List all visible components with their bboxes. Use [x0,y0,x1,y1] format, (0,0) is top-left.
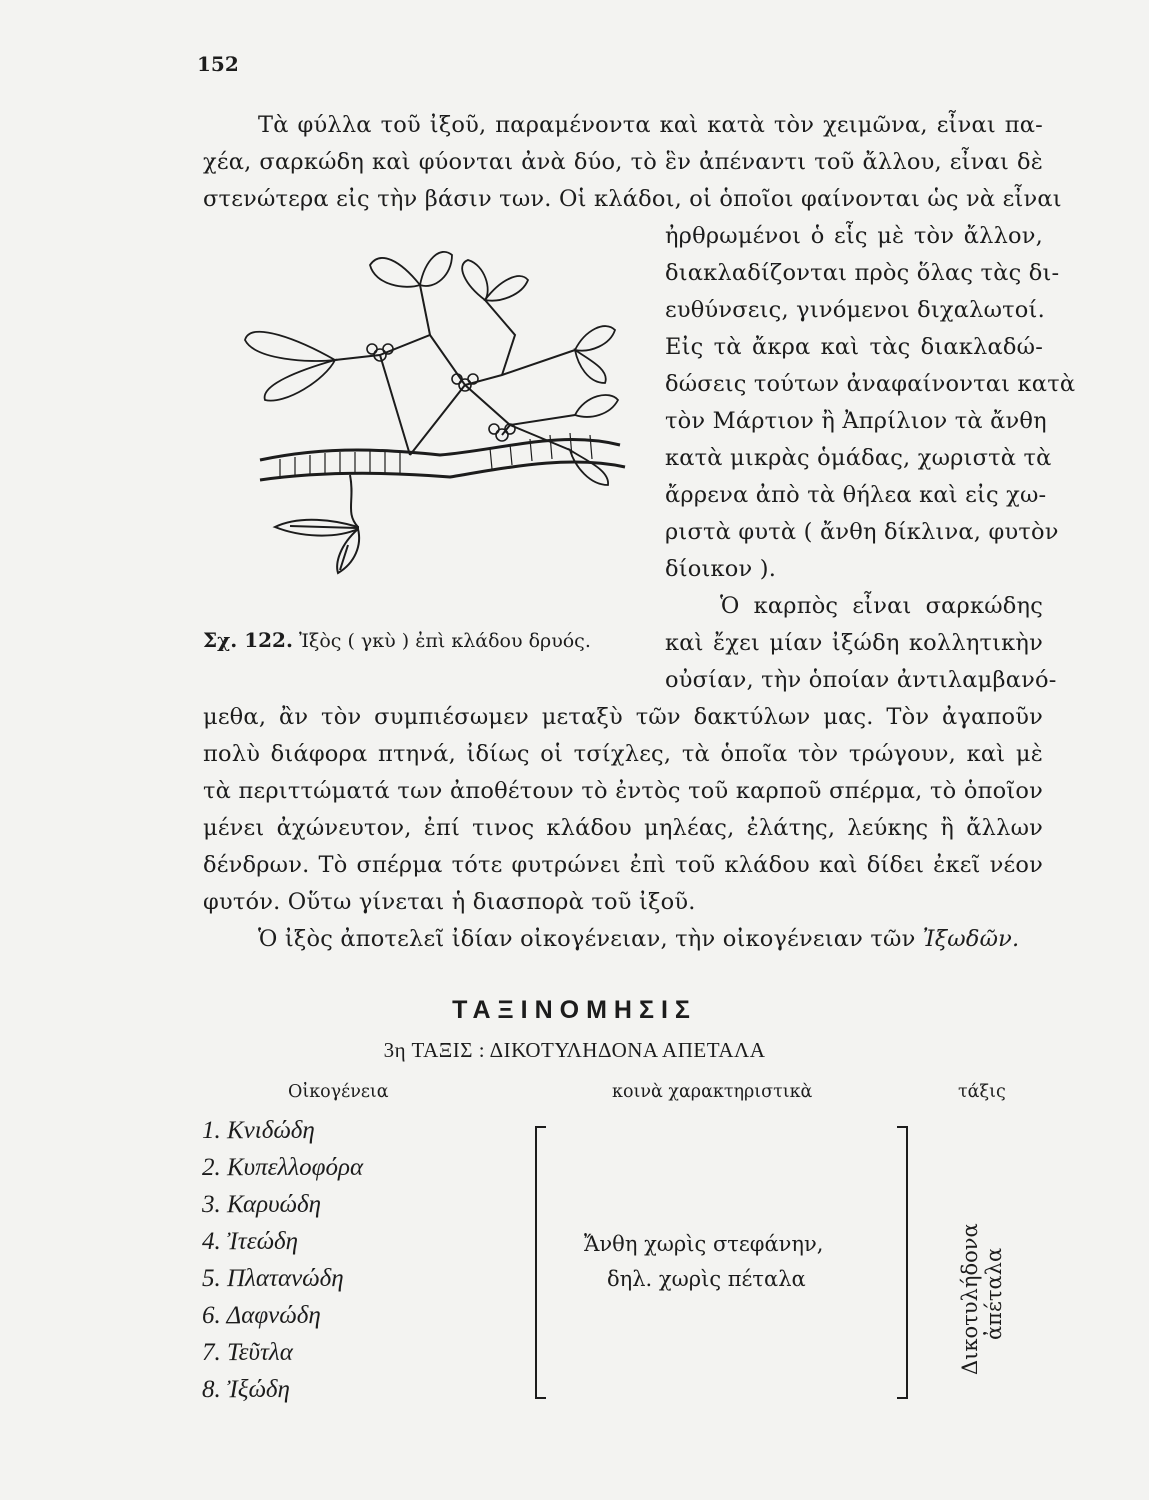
body-line-3: στενώτερα εἰς τὴν βάσιν των. Οἱ κλάδοι, οἱ ὁποῖοι φαίνονται ὡς νὰ εἶναι [203,186,1062,212]
figure-caption-text: Ἰξὸς ( γκὺ ) ἐπὶ κλάδου δρυός. [298,630,591,652]
left-bracket [528,1125,548,1400]
body-line-21: δένδρων. Τὸ σπέρμα τότε φυτρώνει ἐπὶ τοῦ κλάδου καὶ δίδει ἐκεῖ νέον [203,852,1043,878]
body-line-10: κατὰ μικρὰς ὁμάδας, χωριστὰ τὰ [665,445,1052,471]
page-number: 152 [197,52,239,76]
right-bracket [895,1125,915,1400]
body-line-19: τὰ περιττώματά των ἀποθέτουν τὸ ἐντὸς τοῦ καρποῦ σπέρμα, τὸ ὁποῖον [203,778,1043,804]
order-label-line-2: ἀπέταλα [982,1247,1006,1340]
body-line-13: δίοικον ). [665,556,777,582]
body-line-15: καὶ ἔχει μίαν ἰξώδη κολλητικὴν [665,630,1043,656]
order-label-line-1: Δικοτυλήδονα [958,1223,982,1375]
body-line-1: Τὰ φύλλα τοῦ ἰξοῦ, παραμένοντα καὶ κατὰ τὸν χειμῶνα, εἶναι πα- [258,112,1043,138]
body-line-8: δώσεις τούτων ἀναφαίνονται κατὰ [665,371,1076,397]
body-line-16: οὐσίαν, τὴν ὁποίαν ἀντιλαμβανό- [665,667,1057,693]
family-item: 7. Τεῦτλα [202,1339,293,1366]
family-column-header: Οἰκογένεια [288,1082,389,1102]
characteristic-line-1: Ἄνθη χωρὶς στεφάνην, [584,1232,824,1256]
body-line-5: διακλαδίζονται πρὸς ὅλας τὰς δι- [665,260,1060,286]
mistletoe-illustration [240,245,640,575]
body-line-17: μεθα, ἂν τὸν συμπιέσωμεν μεταξὺ τῶν δακτύλων μας. Τὸν ἀγαποῦν [203,704,1043,730]
section-subtitle: 3η ΤΑΞΙΣ : ΔΙΚΟΤΥΛΗΔΟΝΑ ΑΠΕΤΑΛΑ [383,1038,766,1062]
body-line-9: τὸν Μάρτιον ἢ Ἀπρίλιον τὰ ἄνθη [665,408,1047,434]
last-paragraph [258,926,1019,952]
body-line-6: ευθύνσεις, γινόμενοι διχαλωτοί. [665,297,1045,323]
body-line-22: φυτόν. Οὕτω γίνεται ἡ διασπορὰ τοῦ ἰξοῦ. [203,889,696,915]
body-line-11: ἄρρενα ἀπὸ τὰ θήλεα καὶ εἰς χω- [665,482,1047,508]
family-item: 5. Πλατανώδη [202,1265,344,1292]
family-item: 2. Κυπελλοφόρα [202,1154,364,1181]
last-paragraph-italic: Ἰξωδῶν. [922,926,1020,952]
body-line-14: Ὁ καρπὸς εἶναι σαρκώδης [720,593,1043,619]
order-column-header: τάξις [958,1082,1006,1102]
family-item: 3. Καρυώδη [202,1191,322,1218]
characteristics-column-header: κοινὰ χαρακτηριστικὰ [612,1082,813,1102]
body-line-20: μένει ἀχώνευτον, ἐπί τινος κλάδου μηλέας, ἐλάτης, λεύκης ἢ ἄλλων [203,815,1043,841]
body-line-2: χέα, σαρκώδη καὶ φύονται ἀνὰ δύο, τὸ ἓν ἀπέναντι τοῦ ἄλλου, εἶναι δὲ [203,149,1043,175]
figure-caption-label: Σχ. 122. [203,628,293,652]
family-item: 8. Ἰξώδη [202,1376,290,1403]
characteristic-line-2: δηλ. χωρὶς πέταλα [607,1267,806,1291]
family-item: 6. Δαφνώδη [202,1302,321,1329]
body-line-18: πολὺ διάφορα πτηνά, ἰδίως οἱ τσίχλες, τὰ ὁποῖα τὸν τρώγουν, καὶ μὲ [203,741,1043,767]
family-item: 1. Κνιδώδη [202,1117,315,1144]
figure-caption [203,628,591,652]
body-line-12: ριστὰ φυτὰ ( ἄνθη δίκλινα, φυτὸν [665,519,1059,545]
section-title: ΤΑΞΙΝΟΜΗΣΙΣ [452,996,697,1024]
family-item: 4. Ἰτεώδη [202,1228,299,1255]
body-line-4: ἠρθρωμένοι ὁ εἷς μὲ τὸν ἄλλον, [665,223,1043,249]
last-paragraph-text: Ὁ ἰξὸς ἀποτελεῖ ἰδίαν οἰκογένειαν, τὴν οἰκογένειαν τῶν [258,926,923,952]
body-line-7: Εἰς τὰ ἄκρα καὶ τὰς διακλαδώ- [665,334,1043,360]
order-label [945,1180,1035,1380]
